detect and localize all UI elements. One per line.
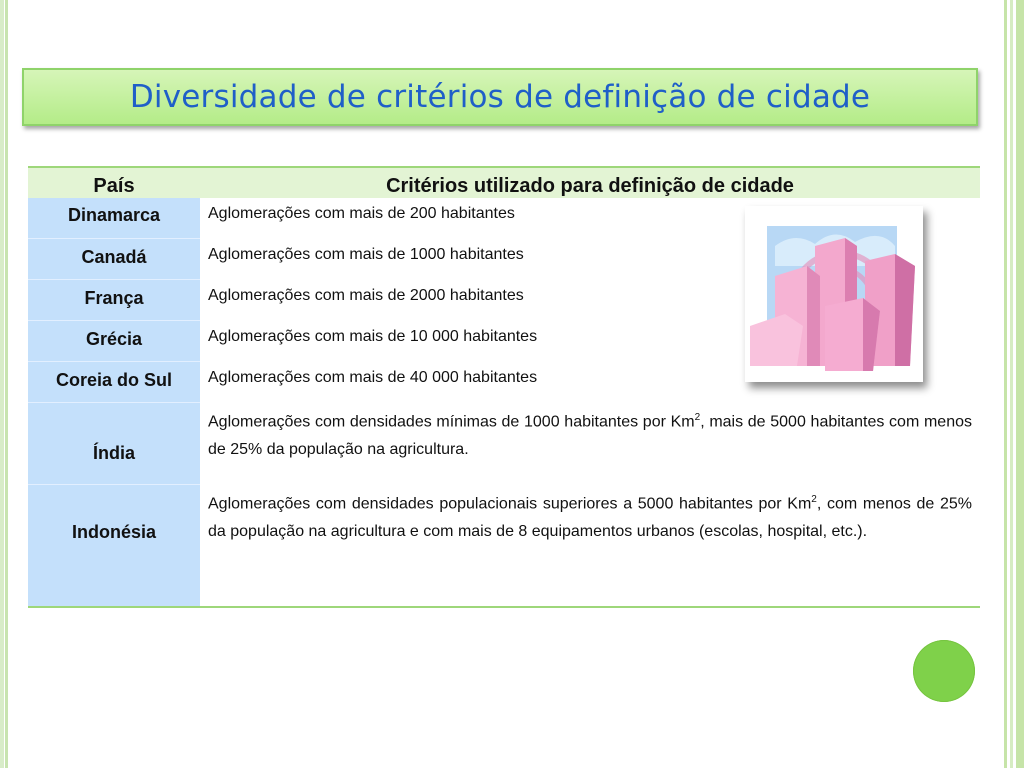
criteria-text: Aglomerações com densidades populacionais superiores a 5000 habitantes por Km xyxy=(208,495,812,513)
criteria-text: , com menos de 25% da população na agricultura e com mais de 8 equipamentos urbanos (escolas, hospital, etc.). xyxy=(208,495,973,541)
country-cell: Coreia do Sul xyxy=(28,362,200,403)
criteria-text: , mais de 5000 habitantes com menos de 25% da população na agricultura. xyxy=(208,413,972,459)
country-column xyxy=(28,198,200,608)
criteria-text: Aglomerações com densidades mínimas de 1000 habitantes por Km xyxy=(208,413,695,431)
country-cell: Dinamarca xyxy=(28,198,200,239)
criteria-cell: Aglomerações com mais de 40 000 habitantes xyxy=(208,369,538,386)
city-buildings-clipart-icon xyxy=(745,206,923,382)
criteria-cell xyxy=(208,404,972,464)
slide-left-border xyxy=(0,0,8,768)
slide-right-border xyxy=(976,0,1024,768)
green-circle-icon xyxy=(913,640,975,702)
buildings-svg xyxy=(745,206,923,382)
country-cell: Grécia xyxy=(28,321,200,362)
criteria-cell: Aglomerações com mais de 2000 habitantes xyxy=(208,287,524,304)
criteria-cell: Aglomerações com mais de 200 habitantes xyxy=(208,205,515,222)
criteria-cell: Aglomerações com mais de 10 000 habitantes xyxy=(208,328,538,345)
superscript: 2 xyxy=(811,494,817,505)
country-cell: Indonésia xyxy=(71,522,156,542)
criteria-cell: Aglomerações com mais de 1000 habitantes xyxy=(208,246,524,263)
country-cell: França xyxy=(28,280,200,321)
criteria-cell xyxy=(208,486,972,546)
header-country: País xyxy=(93,175,135,197)
superscript: 2 xyxy=(694,412,701,423)
title-banner xyxy=(22,68,978,126)
header-criteria: Critérios utilizado para definição de cidade xyxy=(386,175,794,197)
country-cell: Índia xyxy=(28,403,200,485)
table-header-row xyxy=(28,166,980,198)
country-cell: Canadá xyxy=(28,239,200,280)
slide-title: Diversidade de critérios de definição de cidade xyxy=(129,79,871,115)
table-bottom-rule xyxy=(28,606,980,608)
